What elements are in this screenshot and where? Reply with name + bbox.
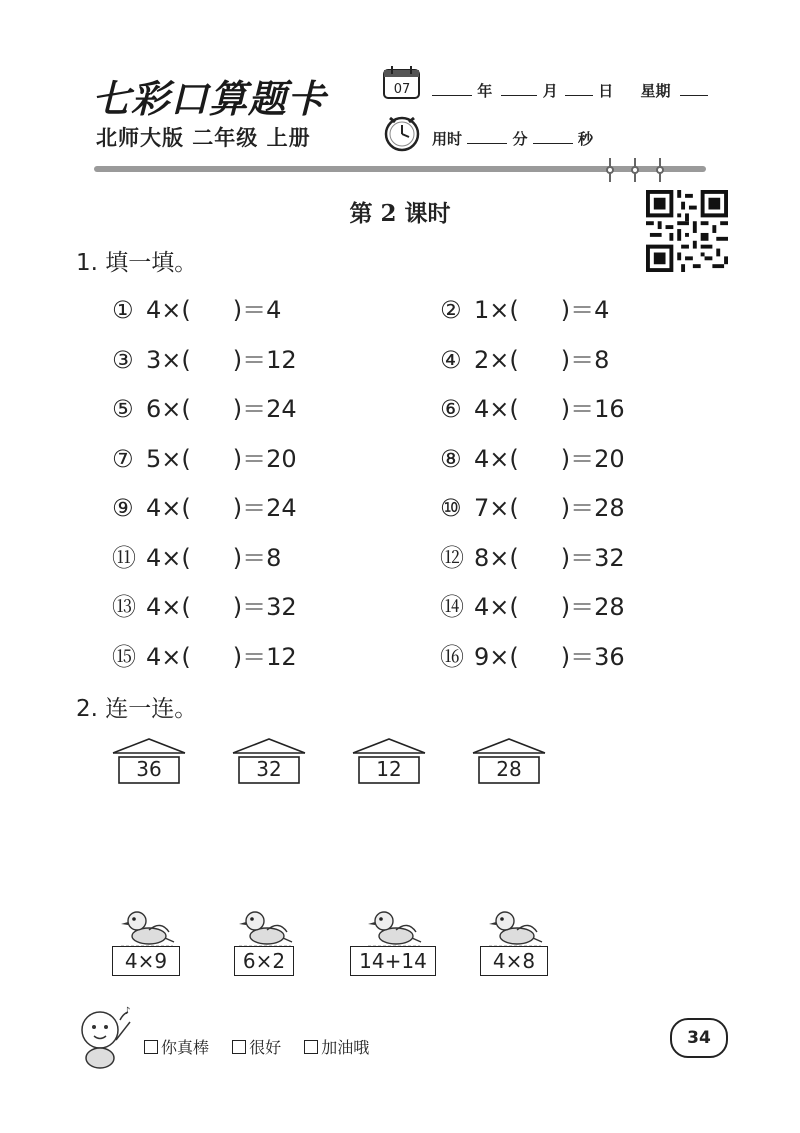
- praise-option[interactable]: 你真棒: [144, 1038, 209, 1057]
- equation-item: [112, 290, 281, 325]
- year-label: 年: [477, 82, 493, 100]
- equation-left: 6×(: [146, 395, 191, 423]
- equation-left: 8×(: [474, 543, 519, 572]
- equation-item: [440, 389, 625, 424]
- equation-left: 4×(: [474, 395, 519, 423]
- rule-pins-icon: [600, 156, 670, 186]
- time-fields: [432, 128, 593, 149]
- qr-code-icon: [646, 190, 728, 272]
- equation-item: [112, 538, 281, 573]
- clock-icon: [382, 113, 422, 153]
- equation-item: [112, 488, 297, 523]
- time-used-label: 用时: [432, 130, 463, 148]
- equation-right: )＝28: [560, 593, 625, 621]
- equation-left: 4×(: [146, 494, 191, 522]
- equation-right: )＝16: [560, 395, 625, 423]
- equation-left: 4×(: [474, 593, 519, 621]
- item-number: ③: [112, 345, 134, 374]
- minutes-label: 分: [512, 130, 528, 148]
- edition-subtitle: 北师大版 二年级 上册: [96, 126, 311, 150]
- equation-left: 4×(: [146, 296, 191, 324]
- equation-right: )＝32: [232, 593, 297, 621]
- equation-right: )＝8: [232, 543, 282, 572]
- item-number: ⑩: [440, 494, 462, 522]
- equation-item: [112, 389, 297, 424]
- equation-right: )＝4: [560, 296, 610, 324]
- item-number: ⑬: [112, 593, 136, 621]
- item-number: ①: [112, 296, 134, 324]
- question-1-title: 1. 填一填。: [76, 250, 198, 276]
- equation-right: )＝28: [560, 494, 625, 522]
- equation-right: )＝12: [232, 642, 297, 671]
- equation-right: )＝36: [560, 642, 625, 671]
- equation-left: 5×(: [146, 444, 191, 473]
- praise-option[interactable]: 很好: [232, 1038, 281, 1057]
- item-number: ⑪: [112, 543, 136, 572]
- checkbox-icon[interactable]: [232, 1040, 246, 1054]
- equation-item: [440, 637, 625, 672]
- equation-right: )＝24: [232, 395, 297, 423]
- equation-item: [112, 587, 297, 622]
- checkbox-icon[interactable]: [304, 1040, 318, 1054]
- equation-left: 4×(: [146, 642, 191, 671]
- house-number: 32: [256, 757, 282, 781]
- house-target[interactable]: [470, 737, 548, 783]
- equation-left: 2×(: [474, 345, 519, 374]
- item-number: ⑤: [112, 395, 134, 423]
- equation-left: 1×(: [474, 296, 519, 324]
- equation-right: )＝32: [560, 543, 625, 572]
- item-number: ⑧: [440, 444, 462, 473]
- item-number: ⑥: [440, 395, 462, 423]
- item-number: ②: [440, 296, 462, 324]
- equation-right: )＝8: [560, 345, 610, 374]
- equation-right: )＝20: [560, 444, 625, 473]
- equation-item: [440, 290, 609, 325]
- equation-item: [440, 587, 625, 622]
- year-blank[interactable]: [432, 81, 472, 96]
- item-number: ⑭: [440, 593, 464, 621]
- day-blank[interactable]: [565, 81, 593, 96]
- equation-item: [112, 637, 297, 672]
- item-number: ⑦: [112, 444, 134, 473]
- expression-card[interactable]: 6×2: [234, 946, 294, 976]
- praise-option[interactable]: 加油哦: [304, 1038, 369, 1057]
- item-number: ⑯: [440, 642, 464, 671]
- equation-left: 9×(: [474, 642, 519, 671]
- checkbox-icon[interactable]: [144, 1040, 158, 1054]
- equation-right: )＝4: [232, 296, 282, 324]
- equation-left: 4×(: [146, 593, 191, 621]
- page-number: 34: [670, 1018, 728, 1058]
- item-number: ⑫: [440, 543, 464, 572]
- equation-item: [440, 340, 609, 375]
- month-label: 月: [542, 82, 558, 100]
- house-number: 28: [496, 757, 522, 781]
- day-label: 日: [598, 82, 614, 100]
- calendar-day: 07: [393, 82, 411, 97]
- item-number: ⑨: [112, 494, 134, 522]
- month-blank[interactable]: [501, 81, 537, 96]
- equation-item: [112, 439, 297, 474]
- equation-item: [112, 340, 297, 375]
- calendar-icon: [382, 64, 422, 102]
- house-number: 36: [136, 757, 162, 781]
- item-number: ④: [440, 345, 462, 374]
- praise-options: [144, 1035, 369, 1058]
- item-number: ⑮: [112, 642, 136, 671]
- weekday-blank[interactable]: [680, 81, 708, 96]
- equation-item: [440, 538, 625, 573]
- minutes-blank[interactable]: [467, 129, 507, 144]
- date-fields: [432, 80, 708, 101]
- seconds-label: 秒: [577, 130, 593, 148]
- expression-card[interactable]: 4×9: [112, 946, 180, 976]
- mascot-icon: [70, 1000, 136, 1072]
- equation-left: 7×(: [474, 494, 519, 522]
- house-number: 12: [376, 757, 402, 781]
- question-2-title: 2. 连一连。: [76, 696, 198, 722]
- expression-card[interactable]: 4×8: [480, 946, 548, 976]
- equation-left: 3×(: [146, 345, 191, 374]
- svg-text:♪: ♪: [124, 1006, 131, 1017]
- house-target[interactable]: [350, 737, 428, 783]
- equation-item: [440, 488, 625, 523]
- equation-right: )＝12: [232, 345, 297, 374]
- equation-right: )＝24: [232, 494, 297, 522]
- equation-left: 4×(: [474, 444, 519, 473]
- equation-right: )＝20: [232, 444, 297, 473]
- weekday-label: 星期: [640, 82, 671, 100]
- equation-item: [440, 439, 625, 474]
- house-target[interactable]: [110, 737, 188, 783]
- equation-left: 4×(: [146, 543, 191, 572]
- expression-card[interactable]: 14+14: [350, 946, 436, 976]
- brand-title: 七彩口算题卡: [92, 76, 327, 121]
- house-target[interactable]: [230, 737, 308, 783]
- seconds-blank[interactable]: [533, 129, 573, 144]
- lesson-title: 第 2 课时: [349, 200, 451, 227]
